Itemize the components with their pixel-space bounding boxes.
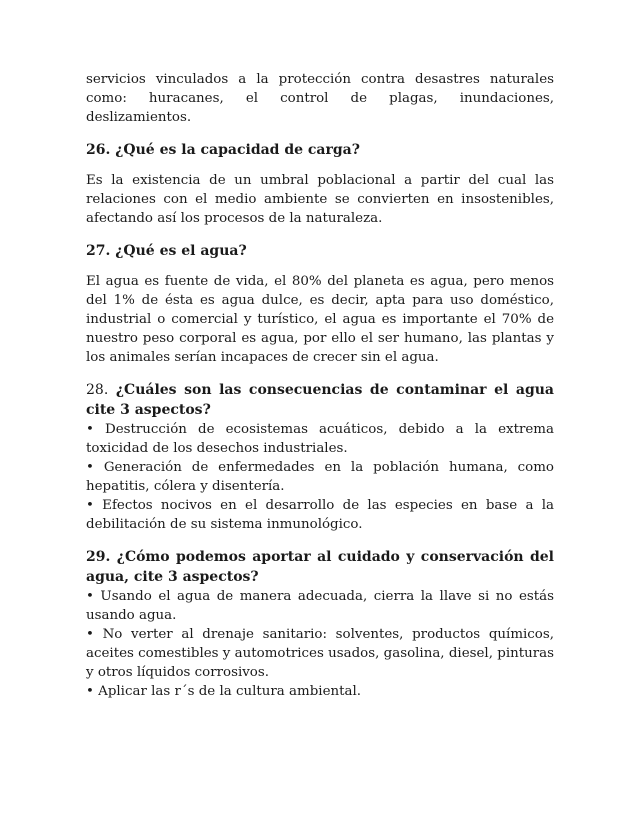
- question-29-heading: 29. ¿Cómo podemos aportar al cuidado y conservación del agua, cite 3 aspectos?: [86, 549, 554, 585]
- question-26-heading: 26. ¿Qué es la capacidad de carga?: [86, 142, 360, 158]
- question-29-bullet-2: • No verter al drenaje sanitario: solventes, productos químicos, aceites comestibles y automotrices usados, gasolina, diesel, pinturas y otros líquidos corrosivos.: [86, 627, 554, 680]
- question-29-bullet-1: • Usando el agua de manera adecuada, cierra la llave si no estás usando agua.: [86, 589, 554, 623]
- question-28-bullet-2: • Generación de enfermedades en la población humana, como hepatitis, cólera y disentería.: [86, 460, 554, 494]
- intro-paragraph: servicios vinculados a la protección contra desastres naturales como: huracanes, el control de plagas, inundaciones, deslizamientos.: [86, 72, 554, 125]
- document-page: [86, 70, 554, 701]
- question-28-bullet-3: • Efectos nocivos en el desarrollo de las especies en base a la debilitación de su sistema inmunológico.: [86, 498, 554, 532]
- question-28-number: 28.: [86, 382, 109, 398]
- question-29-bullet-3: • Aplicar las r´s de la cultura ambiental.: [86, 684, 362, 699]
- question-28-title: ¿Cuáles son las consecuencias de contaminar el agua cite 3 aspectos?: [86, 382, 554, 418]
- question-27-answer: El agua es fuente de vida, el 80% del planeta es agua, pero menos del 1% de ésta es agua dulce, es decir, apta para uso doméstico, industrial o comercial y turístico, el agua es importante el 70% de nuestro peso corporal es agua, por ello el ser humano, las plantas y los animales serían incapaces de crecer sin el agua.: [86, 274, 554, 365]
- question-28-heading: [86, 380, 554, 420]
- question-28-bullet-1: • Destrucción de ecosistemas acuáticos, debido a la extrema toxicidad de los desechos industriales.: [86, 422, 554, 456]
- question-26-answer: Es la existencia de un umbral poblacional a partir del cual las relaciones con el medio ambiente se convierten en insostenibles, afectando así los procesos de la naturaleza.: [86, 173, 554, 226]
- question-27-heading: 27. ¿Qué es el agua?: [86, 243, 247, 259]
